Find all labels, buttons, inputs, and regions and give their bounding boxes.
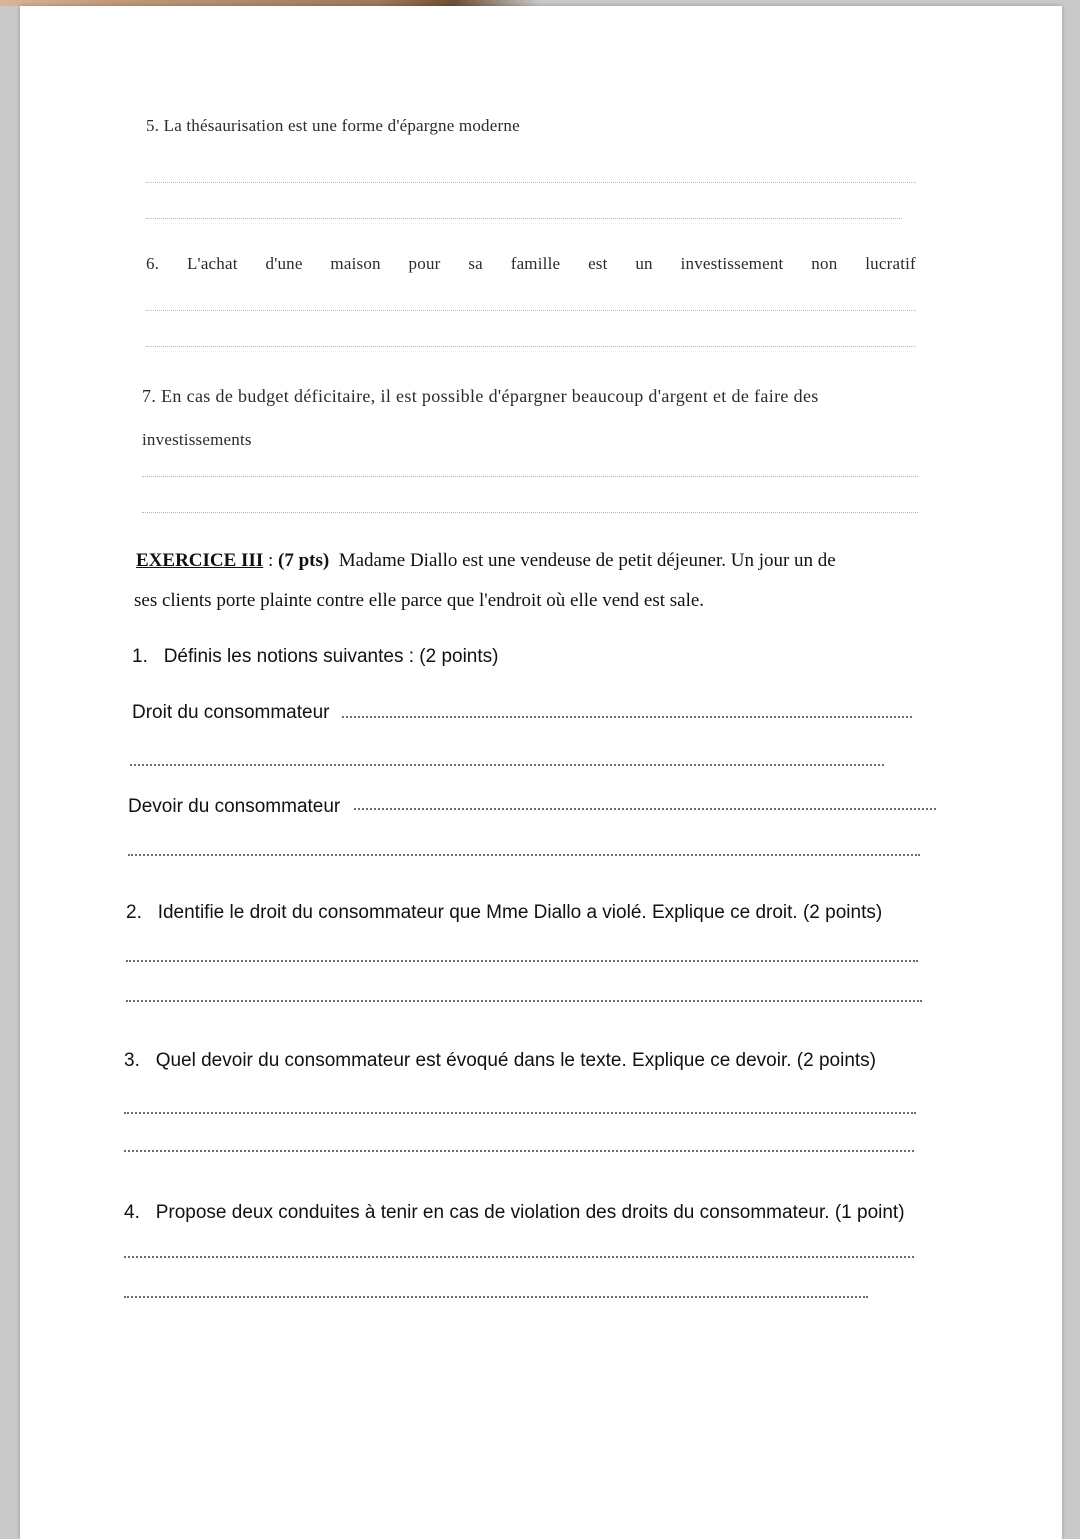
exercise-3-question-1 (132, 646, 498, 668)
word: lucratif (865, 254, 916, 273)
exam-page (20, 6, 1062, 1539)
word: sa (468, 254, 483, 273)
answer-line[interactable] (146, 182, 916, 183)
answer-line[interactable] (126, 960, 918, 962)
question-7 (142, 386, 819, 407)
word: investissement (680, 254, 784, 273)
question-number: 5. (146, 116, 160, 135)
word: pour (408, 254, 441, 273)
word: non (811, 254, 838, 273)
question-text: Identifie le droit du consommateur que Mme Diallo a violé. Explique ce droit. (2 points) (157, 902, 883, 923)
exercise-3-question-2 (126, 902, 882, 924)
answer-line[interactable] (146, 310, 916, 311)
answer-line[interactable] (354, 808, 936, 810)
answer-line[interactable] (128, 854, 920, 856)
question-text: La thésaurisation est une forme d'épargne moderne (163, 116, 520, 135)
question-text: Propose deux conduites à tenir en cas de violation des droits du consommateur. (1 point) (155, 1202, 905, 1223)
term-label: Droit du consommateur (132, 702, 330, 723)
question-5 (146, 116, 520, 136)
exercise-3-question-4 (124, 1202, 905, 1224)
term-label: Devoir du consommateur (128, 796, 341, 817)
answer-line[interactable] (124, 1256, 914, 1258)
exercise-3-intro-line-2 (134, 590, 704, 612)
word: est (588, 254, 608, 273)
answer-line[interactable] (124, 1150, 914, 1152)
question-number: 2. (126, 902, 142, 923)
separator: : (263, 550, 279, 571)
question-text: En cas de budget déficitaire, il est possible d'épargner beaucoup d'argent et de faire des (161, 386, 819, 406)
question-text: Définis les notions suivantes : (2 points) (163, 646, 499, 667)
word: famille (510, 254, 561, 273)
answer-line[interactable] (142, 476, 918, 477)
answer-line[interactable] (142, 512, 918, 513)
exercise-3-heading (136, 550, 836, 572)
question-number: 6. (146, 254, 160, 273)
word: un (635, 254, 653, 273)
question-number: 4. (124, 1202, 140, 1223)
answer-line[interactable] (342, 716, 912, 718)
answer-line[interactable] (124, 1112, 916, 1114)
answer-line[interactable] (146, 346, 916, 347)
exercise-intro: Madame Diallo est une vendeuse de petit déjeuner. Un jour un de (338, 550, 836, 571)
word: L'achat (186, 254, 238, 273)
exercise-intro: ses clients porte plainte contre elle parce que l'endroit où elle vend est sale. (134, 590, 705, 611)
exercise-title: EXERCICE III (136, 550, 264, 571)
question-number: 3. (124, 1050, 140, 1071)
question-text: investissements (142, 430, 252, 449)
answer-line[interactable] (130, 764, 884, 766)
question-number: 1. (132, 646, 148, 667)
term-droit (132, 702, 329, 724)
question-7-continuation (142, 430, 252, 450)
word: maison (330, 254, 381, 273)
answer-line[interactable] (146, 218, 902, 219)
answer-line[interactable] (124, 1296, 868, 1298)
question-number: 7. (142, 386, 157, 406)
exercise-points: (7 pts) (278, 550, 330, 571)
question-6 (146, 254, 916, 274)
answer-line[interactable] (126, 1000, 922, 1002)
word: d'une (265, 254, 303, 273)
term-devoir (128, 796, 340, 818)
question-text: Quel devoir du consommateur est évoqué dans le texte. Explique ce devoir. (2 points) (155, 1050, 876, 1071)
exercise-3-question-3 (124, 1050, 876, 1072)
